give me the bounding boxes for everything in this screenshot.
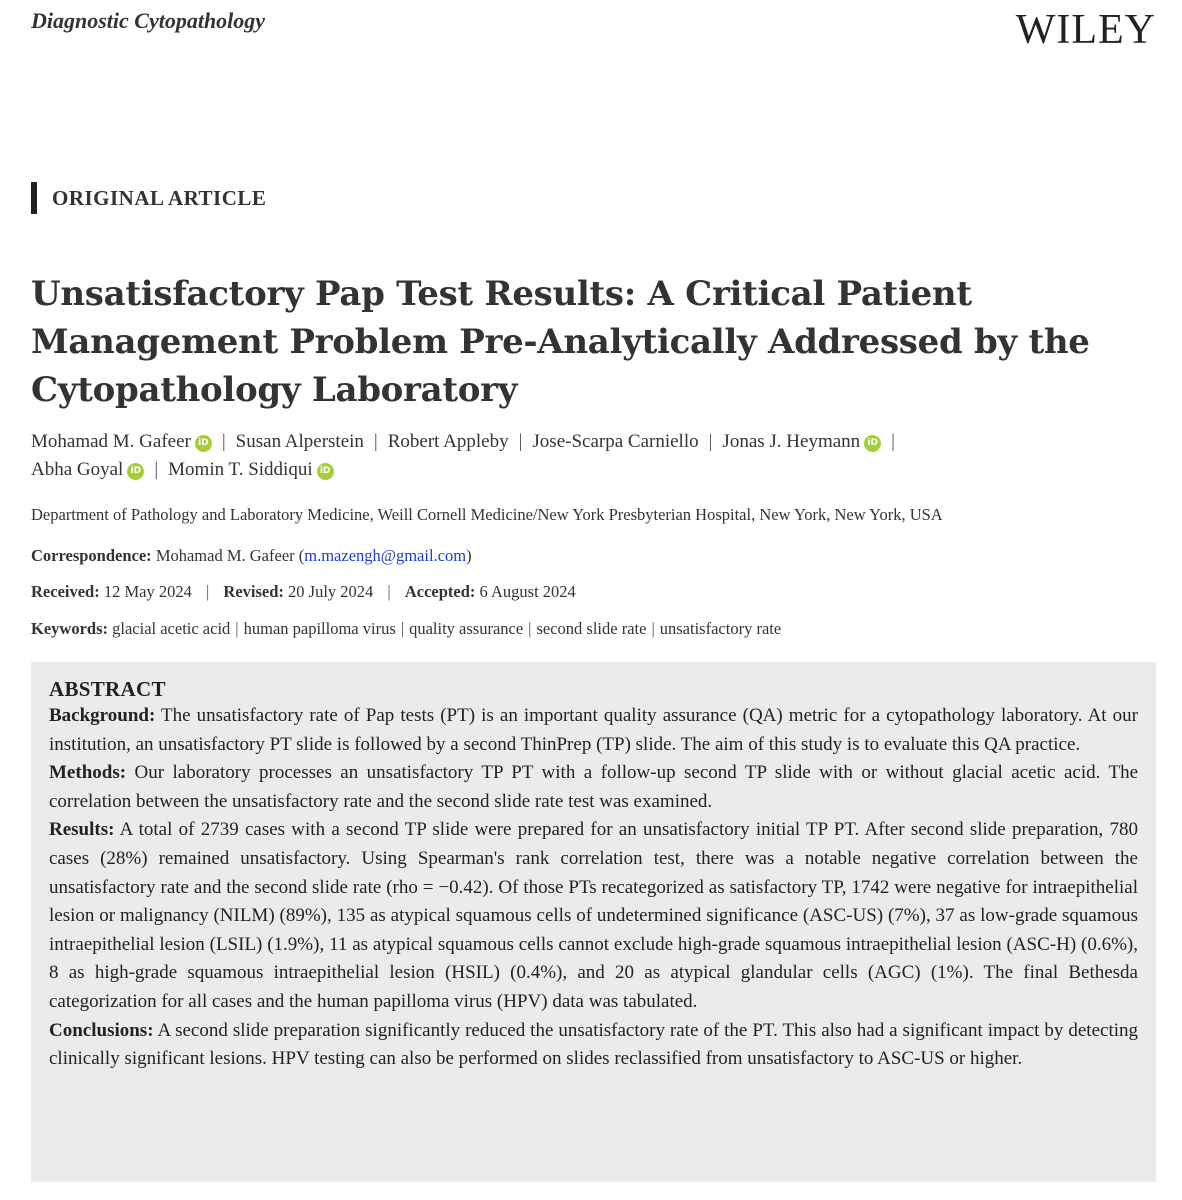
author-separator: |	[221, 431, 226, 452]
author-name-text[interactable]: Abha Goyal	[31, 459, 124, 480]
author-name[interactable]	[236, 431, 364, 452]
author-name[interactable]	[168, 459, 333, 480]
author-name-text[interactable]: Jonas J. Heymann	[722, 431, 861, 452]
author-name[interactable]	[31, 431, 212, 452]
author-name[interactable]	[388, 431, 509, 452]
keyword[interactable]: quality assurance	[409, 619, 524, 638]
keyword[interactable]: human papilloma virus	[243, 619, 396, 638]
accepted-date: 6 August 2024	[479, 582, 576, 601]
keywords-label: Keywords:	[31, 619, 108, 638]
correspondence: Correspondence: Mohamad M. Gafeer (m.mazengh@gmail.com)	[31, 546, 472, 565]
publication-dates	[31, 582, 576, 602]
orcid-icon[interactable]: iD	[317, 463, 334, 480]
revised-date: 20 July 2024	[288, 582, 374, 601]
author-separator: |	[154, 459, 159, 480]
publisher-logo[interactable]: WILEY	[1015, 7, 1156, 53]
correspondence-email-link[interactable]: m.mazengh@gmail.com	[304, 546, 467, 565]
accepted-label: Accepted:	[404, 582, 476, 601]
author-name-text[interactable]: Robert Appleby	[387, 431, 509, 452]
author-separator: |	[373, 431, 378, 452]
date-separator: |	[387, 582, 391, 601]
author-name-text[interactable]: Jose-Scarpa Carniello	[532, 431, 699, 452]
abstract-results	[49, 816, 1138, 1016]
conclusions-text: A second slide preparation significantly reduced the unsatisfactory rate of the PT. This also had a significant impact by detecting clinically significant lesions. HPV testing can also be performed on slides reclassified from unsatisfactory to ASC-US or higher.	[49, 1019, 1138, 1070]
background-text: The unsatisfactory rate of Pap tests (PT) is an important quality assurance (QA) metric for a cytopathology laboratory. At our institution, an unsatisfactory PT slide is followed by a second ThinPrep (TP) slide. The aim of this study is to evaluate this QA practice.	[49, 705, 1138, 755]
methods-label: Methods:	[49, 762, 127, 784]
keyword[interactable]: unsatisfactory rate	[659, 619, 782, 638]
author-list	[31, 428, 1151, 484]
abstract-background	[49, 702, 1138, 759]
keyword[interactable]: glacial acetic acid	[112, 619, 231, 638]
correspondence-label: Correspondence:	[31, 546, 152, 565]
keyword[interactable]: second slide rate	[536, 619, 647, 638]
journal-name[interactable]: Diagnostic Cytopathology	[31, 8, 266, 33]
correspondence-name: Mohamad M. Gafeer	[155, 546, 295, 565]
author-name[interactable]	[532, 431, 698, 452]
keyword-separator: |	[400, 619, 405, 638]
received-label: Received:	[31, 582, 100, 601]
results-label: Results:	[49, 819, 115, 841]
orcid-icon[interactable]: iD	[127, 463, 144, 480]
abstract-conclusions	[49, 1017, 1138, 1074]
background-label: Background:	[49, 705, 156, 726]
author-name[interactable]	[722, 431, 881, 452]
author-separator: |	[891, 431, 895, 452]
article-type-label: ORIGINAL ARTICLE	[31, 182, 266, 214]
keyword-separator: |	[528, 619, 532, 638]
author-separator: |	[708, 431, 713, 452]
author-name-text[interactable]: Mohamad M. Gafeer	[31, 431, 191, 452]
author-name-text[interactable]: Momin T. Siddiqui	[168, 459, 313, 480]
keyword-separator: |	[235, 619, 239, 638]
abstract-box	[31, 662, 1156, 1182]
date-separator: |	[205, 582, 210, 601]
orcid-icon[interactable]: iD	[864, 435, 881, 452]
abstract-methods	[49, 759, 1138, 816]
abstract-heading: ABSTRACT	[49, 677, 166, 701]
author-name[interactable]	[31, 459, 144, 480]
orcid-icon[interactable]: iD	[195, 435, 212, 452]
article-title: Unsatisfactory Pap Test Results: A Critical Patient Management Problem Pre-Analytically Addressed by the Cytopathology Laboratory	[31, 274, 1090, 410]
author-name-text[interactable]: Susan Alperstein	[235, 431, 364, 452]
author-separator: |	[518, 431, 523, 452]
keywords	[31, 619, 781, 639]
conclusions-label: Conclusions:	[49, 1019, 154, 1041]
methods-text: Our laboratory processes an unsatisfactory TP PT with a follow-up second TP slide with or without glacial acetic acid. The correlation between the unsatisfactory rate and the second slide rate test was examined.	[49, 762, 1139, 812]
affiliation: Department of Pathology and Laboratory Medicine, Weill Cornell Medicine/New York Presbyterian Hospital, New York, New York, USA	[31, 505, 943, 524]
revised-label: Revised:	[223, 582, 284, 601]
keyword-separator: |	[651, 619, 655, 638]
results-text: A total of 2739 cases with a second TP slide were prepared for an unsatisfactory initial TP PT. After second slide preparation, 780 cases (28%) remained unsatisfactory. Using Spearman's rank correlation test, there was a notable negative correlation between the unsatisfactory rate and the second slide rate (rho = −0.42). Of those PTs recategorized as satisfactory TP, 1742 were negative for intraepithelial lesion or malignancy (NILM) (89%), 135 as atypical squamous cells of undetermined significance (ASC-US) (7%), 37 as low-grade squamous intraepithelial lesion (LSIL) (1.9%), 11 as atypical squamous cells cannot exclude high-grade squamous intraepithelial lesion (ASC-H) (0.6%), 8 as high-grade squamous intraepithelial lesion (HSIL) (0.4%), and 20 as atypical glandular cells (AGC) (1%). The final Bethesda categorization for all cases and the human papilloma virus (HPV) data was tabulated.	[49, 819, 1138, 1012]
received-date: 12 May 2024	[103, 582, 192, 601]
